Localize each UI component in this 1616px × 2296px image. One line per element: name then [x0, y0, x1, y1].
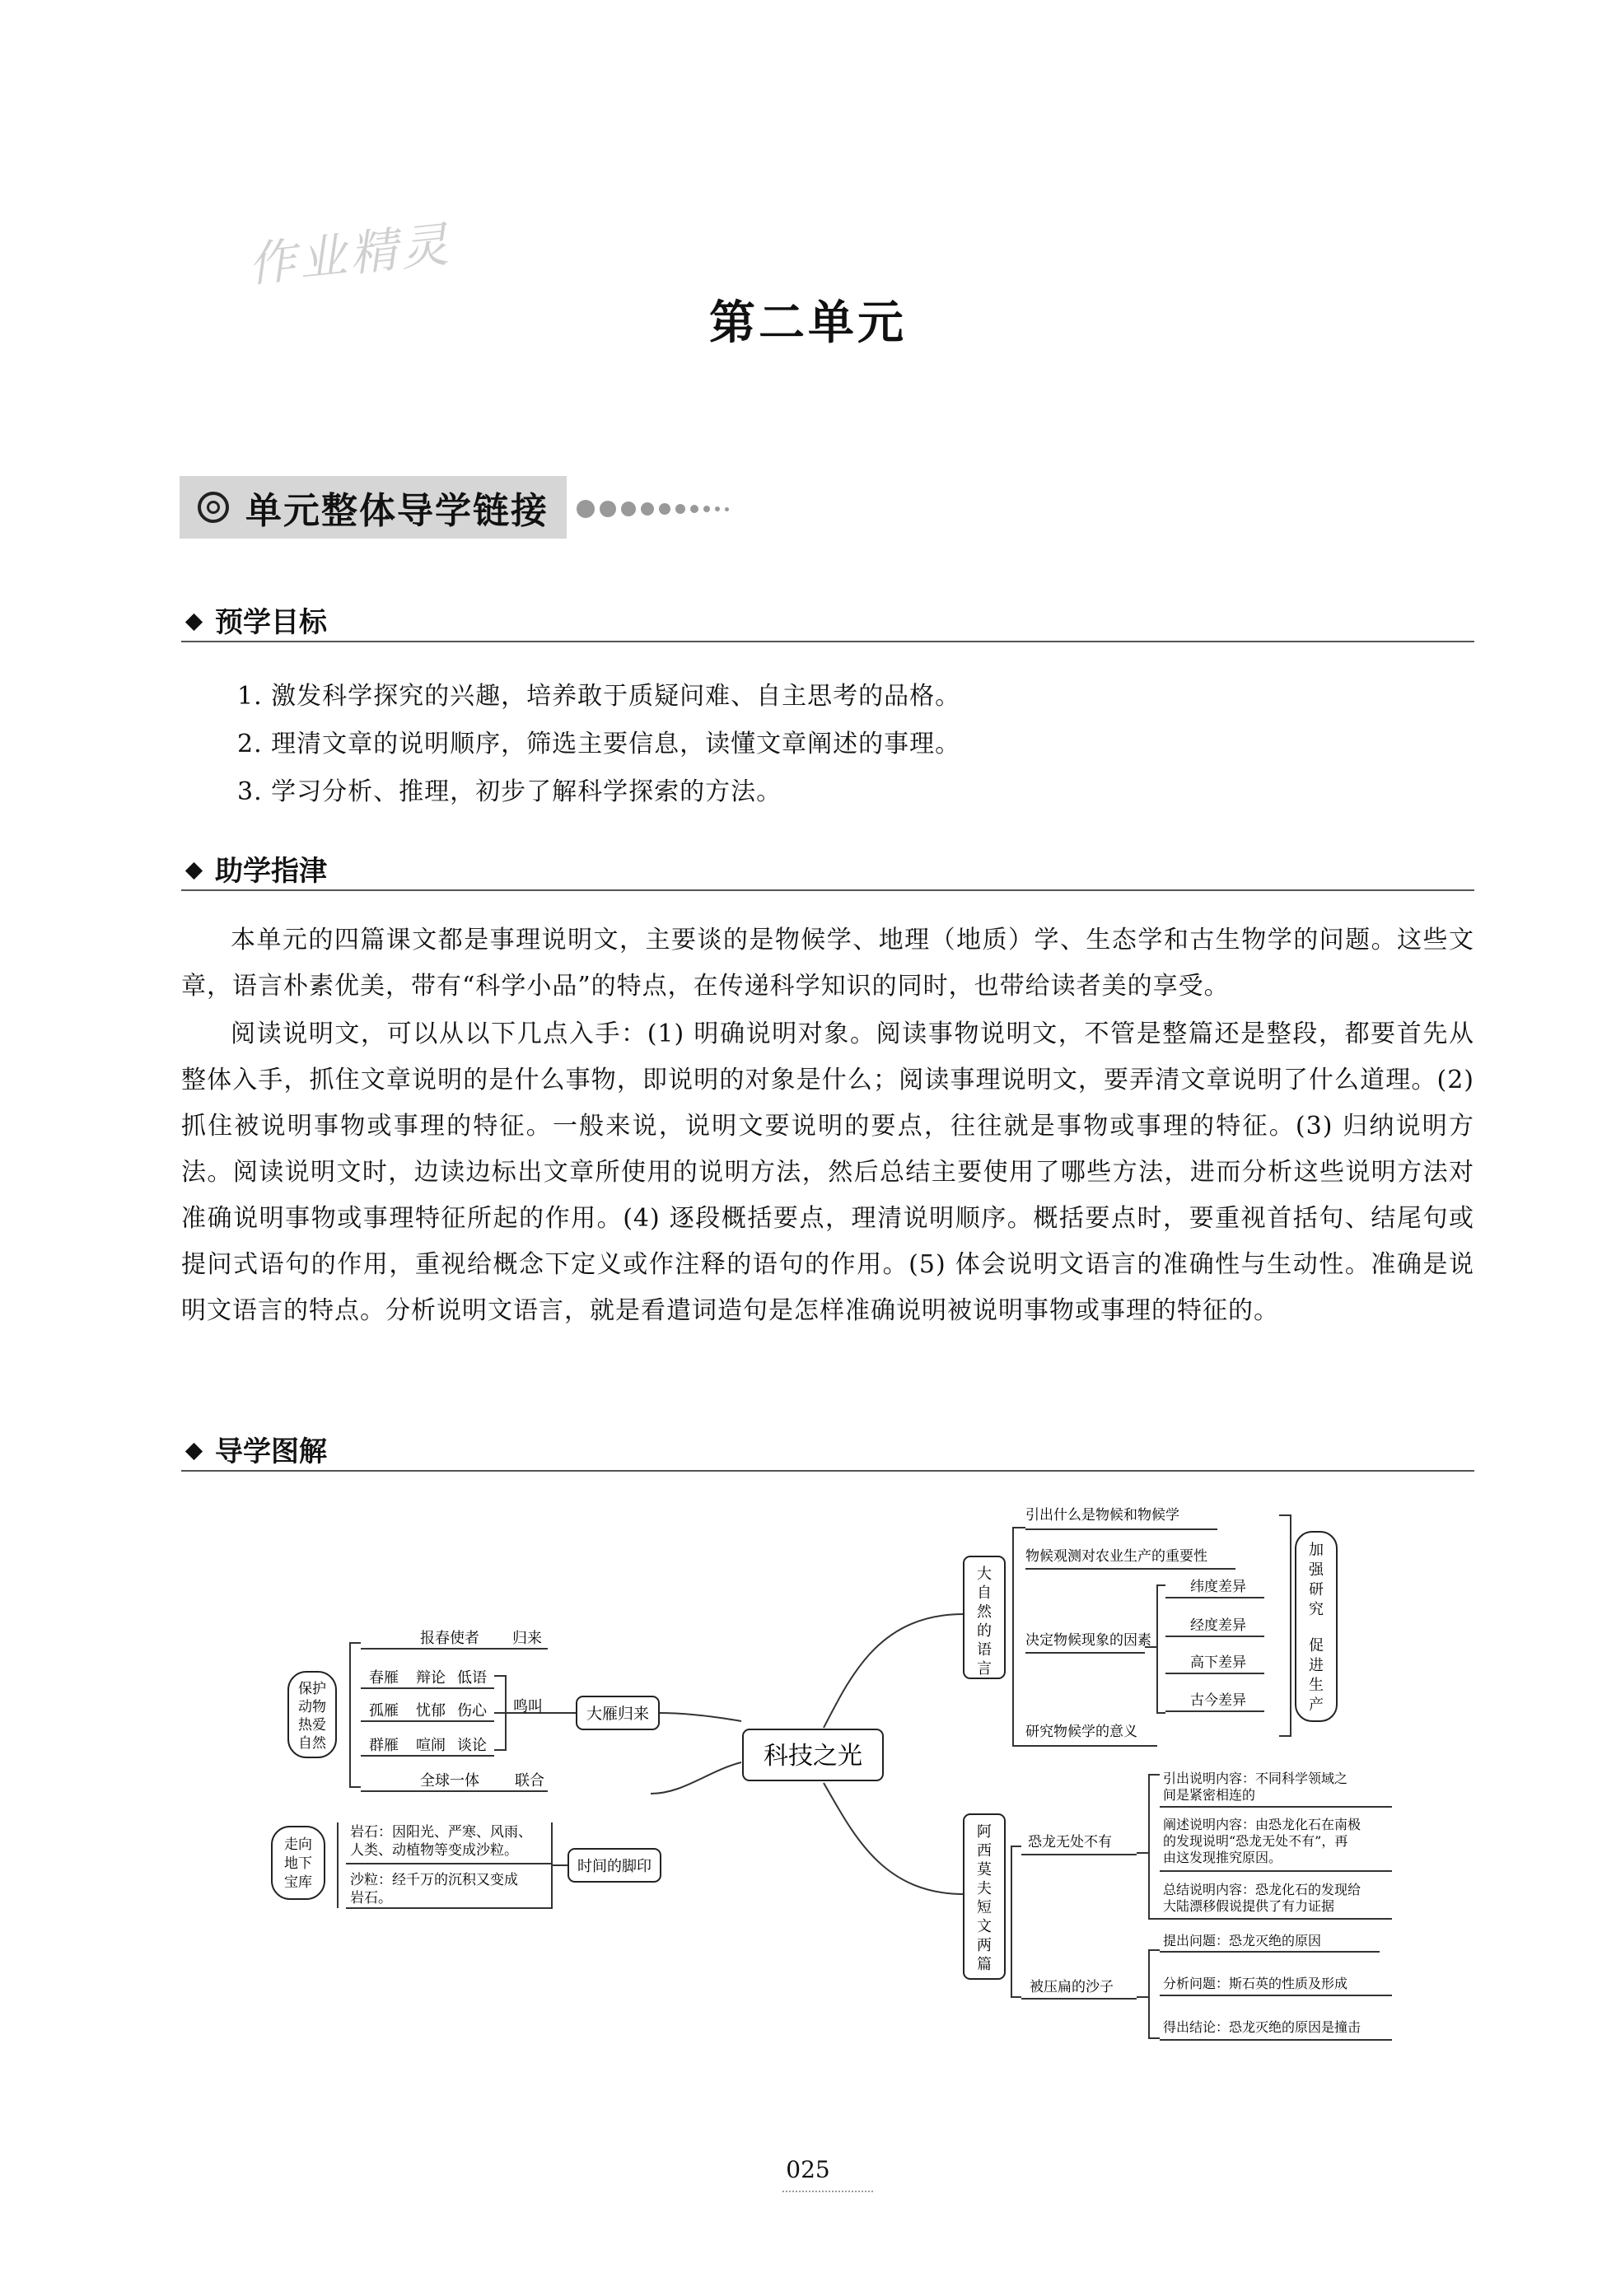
axi-sub1-line: 的发现说明“恐龙无处不有”，再 [1163, 1833, 1348, 1849]
node-daziran-char: 的 [977, 1622, 992, 1640]
center-label: 科技之光 [764, 1742, 862, 1771]
axi-sub1-line: 阐述说明内容：由恐龙化石在南极 [1163, 1817, 1361, 1832]
node-axi-char: 两 [977, 1937, 992, 1954]
dayan-row4a: 群雁 [369, 1737, 399, 1754]
goal-item: 1. 激发科学探究的兴趣，培养敢于质疑问难、自主思考的品格。 [237, 682, 961, 711]
axi-sub1-line: 引出说明内容：不同科学领域之 [1163, 1771, 1348, 1786]
node-dayan-label: 大雁归来 [586, 1705, 650, 1723]
watermark: 作业精灵 [245, 216, 455, 293]
theme-dayan-line: 动物 [298, 1699, 326, 1715]
dayan-row5b: 联合 [515, 1772, 544, 1790]
daziran-factor: 经度差异 [1190, 1617, 1246, 1634]
dayan-row5a: 全球一体 [420, 1772, 479, 1790]
axi-sub2-item: 分析问题：斯石英的性质及形成 [1163, 1976, 1348, 1991]
theme-daziran-char: 产 [1309, 1696, 1324, 1714]
theme-shijian-line: 走向 [284, 1836, 312, 1853]
theme-shijian-line: 地下 [284, 1855, 312, 1872]
axi-sub2-item: 提出问题：恐龙灭绝的原因 [1163, 1933, 1322, 1948]
node-daziran-char: 大 [977, 1566, 992, 1583]
theme-daziran-char: 生 [1309, 1677, 1324, 1694]
page-number-underline [782, 2191, 873, 2192]
theme-daziran-char: 究 [1309, 1601, 1324, 1618]
page-number: 025 [786, 2156, 830, 2183]
axi-sub2: 被压扁的沙子 [1030, 1979, 1114, 1995]
daziran-item: 引出什么是物候和物候学 [1025, 1507, 1179, 1524]
daziran-item: 物候观测对农业生产的重要性 [1025, 1548, 1207, 1565]
node-axi-char: 阿 [977, 1823, 992, 1841]
axi-sub1-line: 总结说明内容：恐龙化石的发现给 [1163, 1882, 1361, 1897]
section-title: 预学目标 [215, 606, 327, 639]
daziran-factor: 高下差异 [1190, 1654, 1246, 1671]
dayan-row4b: 喧闹 [416, 1737, 446, 1754]
node-axi-char: 文 [977, 1918, 992, 1935]
theme-dayan-line: 保护 [298, 1681, 326, 1697]
theme-daziran-char: 强 [1309, 1561, 1324, 1579]
dayan-mid: 鸣叫 [513, 1698, 543, 1715]
dayan-row2c: 低语 [457, 1669, 487, 1687]
node-daziran-char: 语 [977, 1641, 992, 1659]
dayan-row2b: 辩论 [416, 1669, 446, 1687]
dayan-row1b: 归来 [512, 1630, 542, 1647]
theme-daziran-char: 研 [1309, 1581, 1324, 1598]
dayan-row2a: 春雁 [369, 1669, 399, 1687]
dayan-row4c: 谈论 [457, 1737, 487, 1754]
node-axi-char: 夫 [977, 1880, 992, 1897]
node-axi-char: 莫 [977, 1861, 992, 1878]
dayan-row1a: 报春使者 [420, 1630, 479, 1647]
node-axi-char: 篇 [977, 1956, 992, 1973]
daziran-factor: 古今差异 [1190, 1692, 1246, 1709]
banner-title: 单元整体导学链接 [245, 490, 549, 532]
shijian-sand-line: 岩石。 [350, 1890, 392, 1906]
theme-daziran-char: 加 [1309, 1542, 1324, 1559]
goal-item: 3. 学习分析、推理，初步了解科学探索的方法。 [237, 777, 782, 806]
theme-daziran-char: 进 [1309, 1657, 1324, 1674]
axi-sub2-item: 得出结论：恐龙灭绝的原因是撞击 [1163, 2019, 1361, 2035]
node-daziran-char: 自 [977, 1584, 992, 1602]
axi-sub1-line: 由这发现推究原因。 [1163, 1850, 1282, 1865]
dayan-row3a: 孤雁 [369, 1702, 399, 1720]
theme-dayan-line: 热爱 [298, 1717, 326, 1734]
theme-daziran-char: 促 [1309, 1637, 1324, 1654]
guide-paragraph: 阅读说明文，可以从以下几点入手：(1) 明确说明对象。阅读事物说明文，不管是整篇还是整段，都要首先从整体入手，抓住文章说明的是什么事物，即说明的对象是什么；阅读事理说明文，要弄清文章说明了什么道理。(2) 抓住被说明事物或事理的特征。一般来说，说明文要说明的要点，往往就是事物或事理的特征。(3) 归纳说明方法。阅读说明文时，边读边标出文章所使用的说明方法，然后总结主要使用了哪些方法，进而分析这些说明方法对准确说明事物或事理特征所起的作用。(4) 逐段概括要点，理清说明顺序。概括要点时，要重视首括句、结尾句或提问式语句的作用，重视给概念下定义或作注释的语句的作用。(5) 体会说明文语言的准确性与生动性。准确是说明文语言的特点。分析说明文语言，就是看遣词造句是怎样准确说明被说明事物或事理的特征的。 [181, 1020, 1474, 1325]
dayan-row3c: 伤心 [457, 1702, 487, 1720]
section-title: 导学图解 [215, 1435, 327, 1468]
goal-item: 2. 理清文章的说明顺序，筛选主要信息，读懂文章阐述的事理。 [237, 730, 961, 758]
node-daziran-char: 然 [977, 1603, 992, 1621]
section-title: 助学指津 [215, 855, 327, 888]
guide-paragraph: 本单元的四篇课文都是事理说明文，主要谈的是物候学、地理（地质）学、生态学和古生物学的问题。这些文章，语言朴素优美，带有“科学小品”的特点，在传递科学知识的同时，也带给读者美的享受。 [181, 926, 1474, 1001]
axi-sub1-line: 大陆漂移假说提供了有力证据 [1163, 1898, 1335, 1914]
shijian-sand-line: 沙粒：经千万的沉积又变成 [350, 1872, 518, 1888]
theme-dayan-line: 自然 [298, 1735, 326, 1752]
node-axi-char: 短 [977, 1899, 992, 1916]
node-shijian-label: 时间的脚印 [577, 1858, 652, 1875]
node-axi-char: 西 [977, 1842, 992, 1860]
dayan-row3b: 忧郁 [416, 1702, 446, 1720]
axi-sub1: 恐龙无处不有 [1028, 1834, 1112, 1850]
daziran-item: 决定物候现象的因素 [1025, 1632, 1151, 1649]
theme-shijian-line: 宝库 [284, 1874, 312, 1891]
page-title: 第二单元 [709, 296, 907, 350]
axi-sub1-line: 间是紧密相连的 [1163, 1787, 1256, 1803]
daziran-factor: 纬度差异 [1190, 1579, 1246, 1595]
node-daziran-char: 言 [977, 1660, 992, 1678]
daziran-item: 研究物候学的意义 [1025, 1724, 1137, 1740]
shijian-rock-line: 人类、动植物等变成沙粒。 [350, 1842, 518, 1859]
shijian-rock-line: 岩石：因阳光、严寒、风雨、 [350, 1824, 532, 1841]
